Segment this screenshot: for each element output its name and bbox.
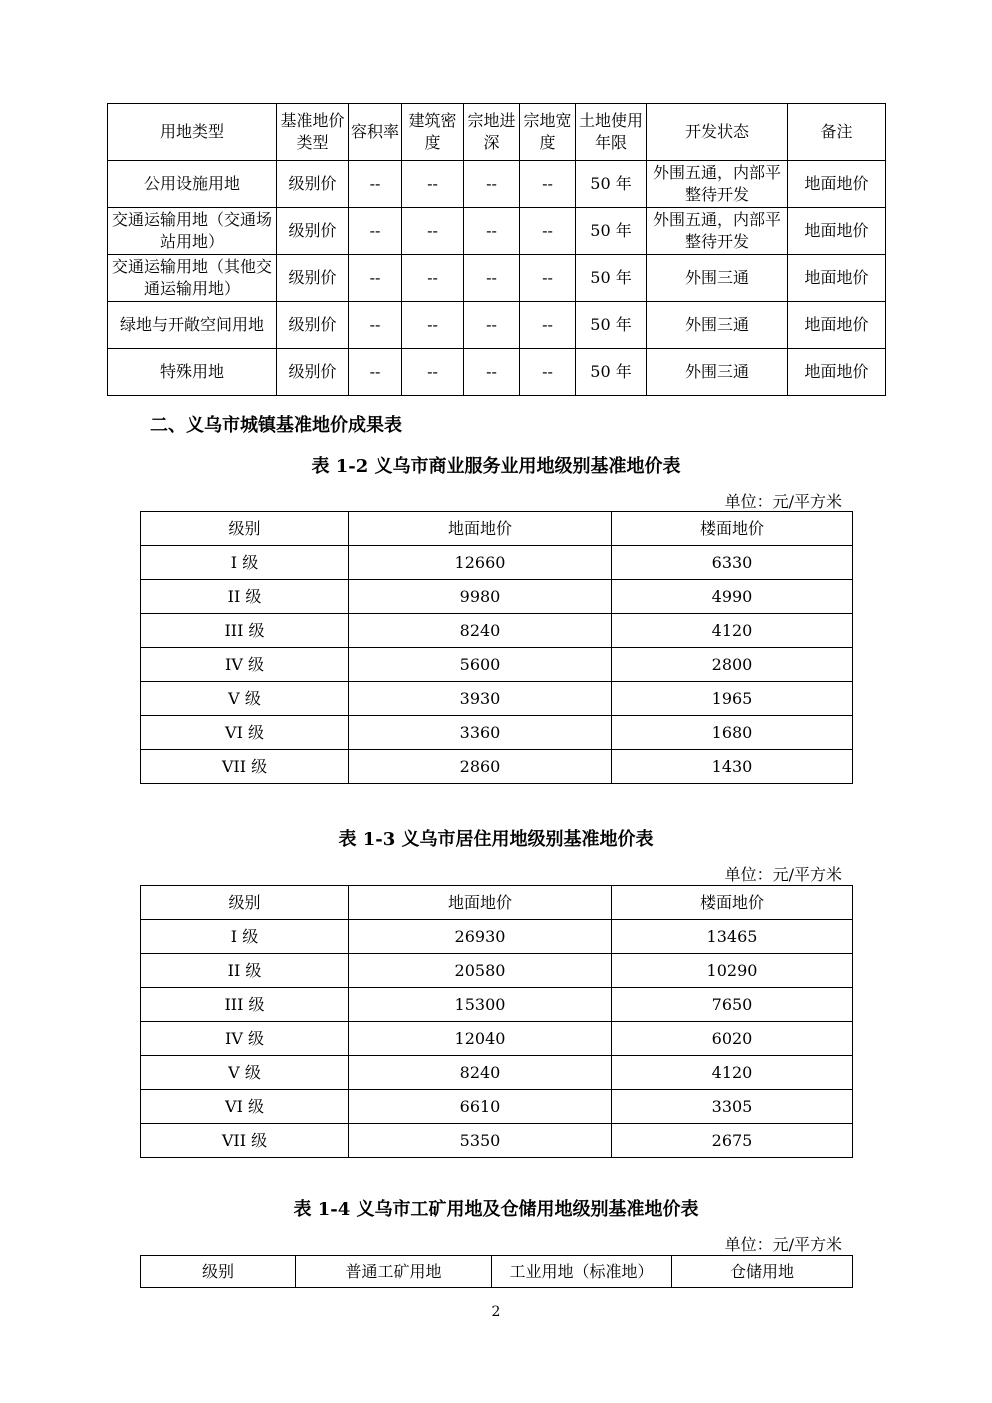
table-cell: 外围五通，内部平整待开发 bbox=[647, 161, 788, 208]
table-cell: 50 年 bbox=[576, 208, 647, 255]
table-cell: 绿地与开敞空间用地 bbox=[108, 302, 277, 349]
table-cell: 地面地价 bbox=[788, 255, 886, 302]
table-cell: 地面地价 bbox=[788, 208, 886, 255]
table-row bbox=[108, 208, 886, 255]
header-cell: 楼面地价 bbox=[612, 512, 853, 546]
table-cell: IV 级 bbox=[141, 648, 349, 682]
section-title: 二、义乌市城镇基准地价成果表 bbox=[150, 415, 402, 436]
table-header-row bbox=[108, 104, 886, 161]
table-row bbox=[141, 1124, 853, 1158]
header-cell: 楼面地价 bbox=[612, 886, 853, 920]
table-row bbox=[141, 614, 853, 648]
table-cell: 50 年 bbox=[576, 349, 647, 396]
table-cell: 4120 bbox=[612, 1056, 853, 1090]
table-cell: -- bbox=[464, 349, 520, 396]
table-cell: 外围五通，内部平整待开发 bbox=[647, 208, 788, 255]
table-row bbox=[141, 750, 853, 784]
table-cell: 50 年 bbox=[576, 161, 647, 208]
table-row bbox=[141, 1090, 853, 1124]
table-cell: 2675 bbox=[612, 1124, 853, 1158]
table-cell: 2860 bbox=[349, 750, 612, 784]
table-cell: VI 级 bbox=[141, 1090, 349, 1124]
table-cell: 7650 bbox=[612, 988, 853, 1022]
table-cell: I 级 bbox=[141, 920, 349, 954]
table-cell: 26930 bbox=[349, 920, 612, 954]
table-cell: 3360 bbox=[349, 716, 612, 750]
header-cell: 地面地价 bbox=[349, 886, 612, 920]
industrial-land-price-table bbox=[140, 1255, 853, 1288]
table-row bbox=[108, 349, 886, 396]
table-cell: 地面地价 bbox=[788, 302, 886, 349]
table-cell: 6610 bbox=[349, 1090, 612, 1124]
table-row bbox=[141, 716, 853, 750]
table-row bbox=[141, 1056, 853, 1090]
header-cell: 容积率 bbox=[349, 104, 402, 161]
commercial-land-price-table bbox=[140, 511, 853, 784]
table-cell: -- bbox=[349, 302, 402, 349]
table-cell: II 级 bbox=[141, 580, 349, 614]
table-cell: -- bbox=[349, 255, 402, 302]
table-cell: 外围三通 bbox=[647, 255, 788, 302]
table-cell: -- bbox=[464, 302, 520, 349]
table-header-row bbox=[141, 512, 853, 546]
table-cell: 3930 bbox=[349, 682, 612, 716]
header-cell: 普通工矿用地 bbox=[296, 1256, 492, 1288]
table-cell: 特殊用地 bbox=[108, 349, 277, 396]
table-cell: -- bbox=[520, 302, 576, 349]
table-cell: III 级 bbox=[141, 614, 349, 648]
table-cell: 2800 bbox=[612, 648, 853, 682]
table-cell: 地面地价 bbox=[788, 349, 886, 396]
table-cell: -- bbox=[349, 349, 402, 396]
table-row bbox=[141, 648, 853, 682]
residential-land-price-table bbox=[140, 885, 853, 1158]
table-cell: -- bbox=[402, 349, 464, 396]
table2-unit: 单位：元/平方米 bbox=[724, 492, 842, 511]
table-row bbox=[108, 302, 886, 349]
header-cell: 工业用地（标准地） bbox=[492, 1256, 672, 1288]
table-cell: 9980 bbox=[349, 580, 612, 614]
table-row bbox=[141, 1022, 853, 1056]
land-use-table bbox=[107, 103, 886, 396]
header-cell: 级别 bbox=[141, 512, 349, 546]
table-cell: 外围三通 bbox=[647, 349, 788, 396]
table-cell: -- bbox=[349, 208, 402, 255]
table-cell: VII 级 bbox=[141, 750, 349, 784]
table-cell: -- bbox=[520, 255, 576, 302]
header-cell: 宗地进深 bbox=[464, 104, 520, 161]
table-cell: VII 级 bbox=[141, 1124, 349, 1158]
table-cell: III 级 bbox=[141, 988, 349, 1022]
table-cell: -- bbox=[464, 255, 520, 302]
header-cell: 开发状态 bbox=[647, 104, 788, 161]
table-row bbox=[108, 255, 886, 302]
table-cell: 3305 bbox=[612, 1090, 853, 1124]
table-row bbox=[141, 546, 853, 580]
table-cell: I 级 bbox=[141, 546, 349, 580]
header-cell: 级别 bbox=[141, 1256, 296, 1288]
table-row bbox=[141, 580, 853, 614]
table-cell: 地面地价 bbox=[788, 161, 886, 208]
table-cell: 级别价 bbox=[277, 255, 349, 302]
table-cell: 级别价 bbox=[277, 349, 349, 396]
table-cell: 交通运输用地（其他交通运输用地） bbox=[108, 255, 277, 302]
header-cell: 基准地价类型 bbox=[277, 104, 349, 161]
table-cell: II 级 bbox=[141, 954, 349, 988]
header-cell: 级别 bbox=[141, 886, 349, 920]
table-cell: 级别价 bbox=[277, 302, 349, 349]
table-row bbox=[141, 920, 853, 954]
table-cell: 8240 bbox=[349, 1056, 612, 1090]
table-cell: -- bbox=[464, 161, 520, 208]
table-cell: 6330 bbox=[612, 546, 853, 580]
header-cell: 备注 bbox=[788, 104, 886, 161]
table3-unit: 单位：元/平方米 bbox=[724, 865, 842, 884]
table-header-row bbox=[141, 1256, 853, 1288]
table-cell: 4120 bbox=[612, 614, 853, 648]
table4-caption: 表 1-4 义乌市工矿用地及仓储用地级别基准地价表 bbox=[293, 1199, 699, 1220]
table-cell: V 级 bbox=[141, 682, 349, 716]
header-cell: 宗地宽度 bbox=[520, 104, 576, 161]
table-cell: -- bbox=[402, 208, 464, 255]
table-cell: 20580 bbox=[349, 954, 612, 988]
page-number: 2 bbox=[491, 1304, 501, 1320]
table-cell: 交通运输用地（交通场站用地） bbox=[108, 208, 277, 255]
table-cell: -- bbox=[520, 349, 576, 396]
table-cell: 级别价 bbox=[277, 208, 349, 255]
table-cell: -- bbox=[402, 302, 464, 349]
table3-caption: 表 1-3 义乌市居住用地级别基准地价表 bbox=[338, 829, 654, 850]
table-row bbox=[141, 954, 853, 988]
table-cell: 1680 bbox=[612, 716, 853, 750]
table-cell: 50 年 bbox=[576, 255, 647, 302]
header-cell: 地面地价 bbox=[349, 512, 612, 546]
table-cell: 8240 bbox=[349, 614, 612, 648]
table-row bbox=[108, 161, 886, 208]
table-cell: VI 级 bbox=[141, 716, 349, 750]
table-row bbox=[141, 988, 853, 1022]
table-cell: -- bbox=[402, 255, 464, 302]
table-cell: IV 级 bbox=[141, 1022, 349, 1056]
table-cell: 1430 bbox=[612, 750, 853, 784]
table-cell: 1965 bbox=[612, 682, 853, 716]
table-row bbox=[141, 682, 853, 716]
table-cell: 4990 bbox=[612, 580, 853, 614]
table-cell: -- bbox=[520, 208, 576, 255]
table-cell: 13465 bbox=[612, 920, 853, 954]
header-cell: 建筑密度 bbox=[402, 104, 464, 161]
table-cell: 公用设施用地 bbox=[108, 161, 277, 208]
table4-unit: 单位：元/平方米 bbox=[724, 1235, 842, 1254]
table-cell: -- bbox=[464, 208, 520, 255]
table-cell: 12040 bbox=[349, 1022, 612, 1056]
table-cell: V 级 bbox=[141, 1056, 349, 1090]
table-cell: 级别价 bbox=[277, 161, 349, 208]
table-cell: 5350 bbox=[349, 1124, 612, 1158]
table-header-row bbox=[141, 886, 853, 920]
table-cell: 外围三通 bbox=[647, 302, 788, 349]
table-cell: 5600 bbox=[349, 648, 612, 682]
header-cell: 仓储用地 bbox=[672, 1256, 853, 1288]
table-cell: -- bbox=[349, 161, 402, 208]
table2-caption: 表 1-2 义乌市商业服务业用地级别基准地价表 bbox=[311, 456, 681, 477]
header-cell: 土地使用年限 bbox=[576, 104, 647, 161]
table-cell: 12660 bbox=[349, 546, 612, 580]
table-cell: -- bbox=[402, 161, 464, 208]
table-cell: -- bbox=[520, 161, 576, 208]
table-cell: 15300 bbox=[349, 988, 612, 1022]
table-cell: 6020 bbox=[612, 1022, 853, 1056]
header-cell: 用地类型 bbox=[108, 104, 277, 161]
table-cell: 10290 bbox=[612, 954, 853, 988]
table-cell: 50 年 bbox=[576, 302, 647, 349]
